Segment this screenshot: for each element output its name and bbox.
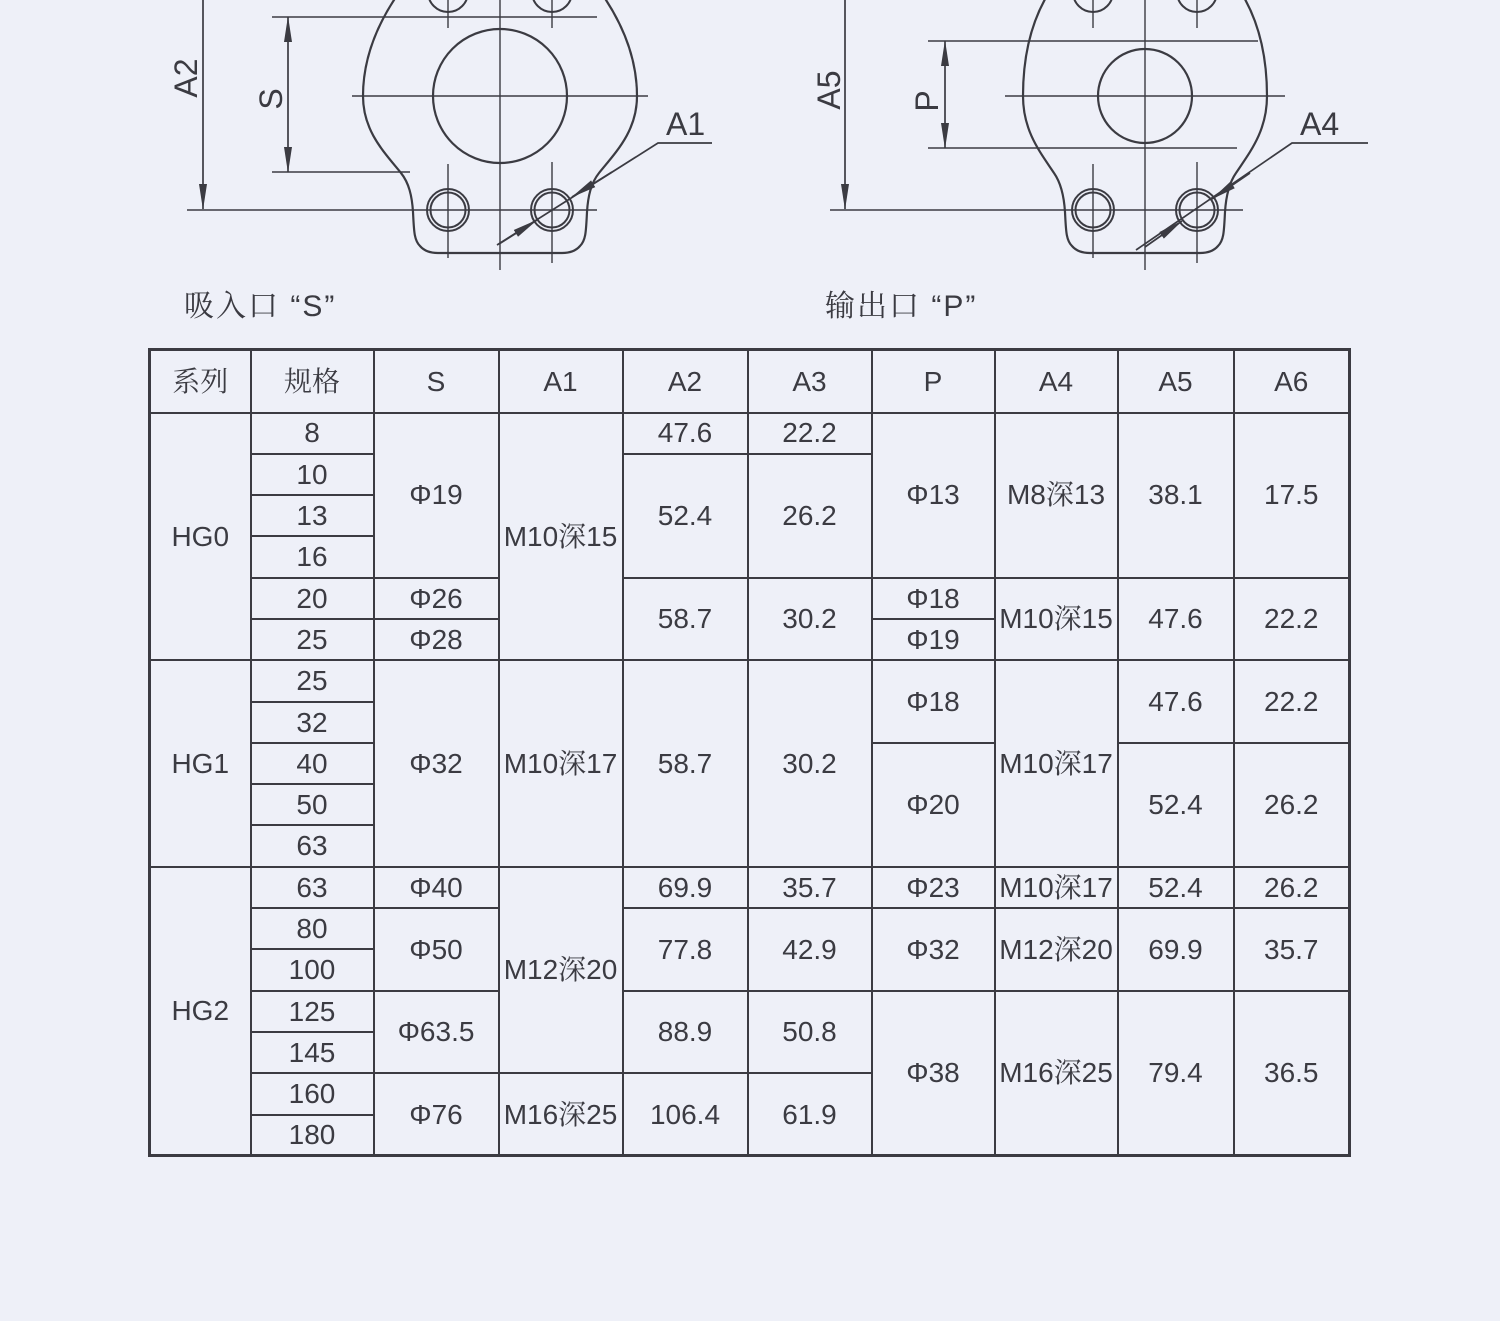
a5-cell: 47.6 <box>1118 578 1234 661</box>
table-row <box>150 908 1350 949</box>
series-cell: HG2 <box>150 867 251 1156</box>
dimension-table <box>148 348 1351 1157</box>
callout-leader-a1 <box>497 143 712 245</box>
spec-cell: 160 <box>251 1073 374 1114</box>
a3-cell: 61.9 <box>748 1073 872 1156</box>
a4-cell: M10深15 <box>995 578 1118 661</box>
dim-label-p: P <box>909 90 945 112</box>
p-cell: Φ38 <box>872 991 995 1156</box>
dim-label-a2: A2 <box>168 58 204 98</box>
a3-cell: 22.2 <box>748 413 872 454</box>
p-cell: Φ32 <box>872 908 995 991</box>
extension-lines <box>928 41 1258 148</box>
spec-cell: 180 <box>251 1115 374 1156</box>
col-header-a5: A5 <box>1118 350 1234 413</box>
s-cell: Φ28 <box>374 619 499 660</box>
centerlines <box>187 0 648 270</box>
a6-cell: 22.2 <box>1234 578 1350 661</box>
table-row <box>150 660 1350 701</box>
s-cell: Φ26 <box>374 578 499 619</box>
col-header-a1: A1 <box>499 350 623 413</box>
a3-cell: 30.2 <box>748 660 872 866</box>
s-cell: Φ40 <box>374 867 499 908</box>
table-row <box>150 578 1350 619</box>
a6-cell: 36.5 <box>1234 991 1350 1156</box>
spec-cell: 80 <box>251 908 374 949</box>
a5-cell: 52.4 <box>1118 743 1234 867</box>
a6-cell: 26.2 <box>1234 867 1350 908</box>
spec-cell: 40 <box>251 743 374 784</box>
spec-cell: 25 <box>251 660 374 701</box>
a5-cell: 47.6 <box>1118 660 1234 743</box>
a2-cell: 106.4 <box>623 1073 748 1156</box>
a3-cell: 26.2 <box>748 454 872 578</box>
a6-cell: 26.2 <box>1234 743 1350 867</box>
p-cell: Φ13 <box>872 413 995 578</box>
p-cell: Φ18 <box>872 578 995 619</box>
extension-lines <box>272 17 597 172</box>
header-row <box>150 350 1350 413</box>
callout-label-a1: A1 <box>666 106 706 142</box>
table-row <box>150 413 1350 454</box>
col-header-p: P <box>872 350 995 413</box>
p-cell: Φ19 <box>872 619 995 660</box>
a6-cell: 22.2 <box>1234 660 1350 743</box>
a2-cell: 77.8 <box>623 908 748 991</box>
a3-cell: 35.7 <box>748 867 872 908</box>
series-cell: HG1 <box>150 660 251 866</box>
spec-cell: 32 <box>251 702 374 743</box>
callout-label-a4: A4 <box>1300 106 1340 142</box>
suction-port-drawing <box>168 0 712 270</box>
a2-cell: 69.9 <box>623 867 748 908</box>
dim-label-a5: A5 <box>811 70 847 110</box>
a1-cell: M10深17 <box>499 660 623 866</box>
suction-port-caption: 吸入口 “S” <box>184 290 337 323</box>
a1-cell: M16深25 <box>499 1073 623 1156</box>
spec-cell: 145 <box>251 1032 374 1073</box>
series-cell: HG0 <box>150 413 251 661</box>
table-row <box>150 867 1350 908</box>
a5-cell: 69.9 <box>1118 908 1234 991</box>
a2-cell: 88.9 <box>623 991 748 1074</box>
a6-cell: 17.5 <box>1234 413 1350 578</box>
a5-cell: 38.1 <box>1118 413 1234 578</box>
p-cell: Φ20 <box>872 743 995 867</box>
a1-cell: M12深20 <box>499 867 623 1073</box>
s-cell: Φ32 <box>374 660 499 866</box>
output-port-caption: 输出口 “P” <box>825 290 978 323</box>
col-header-a3: A3 <box>748 350 872 413</box>
s-cell: Φ50 <box>374 908 499 991</box>
col-header-series: 系列 <box>150 350 251 413</box>
a4-cell: M10深17 <box>995 660 1118 866</box>
table-row <box>150 991 1350 1032</box>
p-cell: Φ18 <box>872 660 995 743</box>
a3-cell: 50.8 <box>748 991 872 1074</box>
col-header-a4: A4 <box>995 350 1118 413</box>
spec-cell: 25 <box>251 619 374 660</box>
a3-cell: 30.2 <box>748 578 872 661</box>
spec-cell: 100 <box>251 949 374 990</box>
spec-cell: 125 <box>251 991 374 1032</box>
a2-cell: 52.4 <box>623 454 748 578</box>
spec-cell: 20 <box>251 578 374 619</box>
p-cell: Φ23 <box>872 867 995 908</box>
a2-cell: 58.7 <box>623 578 748 661</box>
a4-cell: M10深17 <box>995 867 1118 908</box>
s-cell: Φ63.5 <box>374 991 499 1074</box>
spec-cell: 16 <box>251 536 374 577</box>
dim-label-s: S <box>253 88 289 110</box>
col-header-a6: A6 <box>1234 350 1350 413</box>
a4-cell: M16深25 <box>995 991 1118 1156</box>
spec-cell: 63 <box>251 867 374 908</box>
a2-cell: 58.7 <box>623 660 748 866</box>
a1-cell: M10深15 <box>499 413 623 661</box>
col-header-s: S <box>374 350 499 413</box>
spec-cell: 10 <box>251 454 374 495</box>
a5-cell: 52.4 <box>1118 867 1234 908</box>
spec-cell: 50 <box>251 784 374 825</box>
a2-cell: 47.6 <box>623 413 748 454</box>
spec-cell: 13 <box>251 495 374 536</box>
spec-cell: 63 <box>251 825 374 866</box>
output-port-drawing <box>811 0 1368 270</box>
a4-cell: M8深13 <box>995 413 1118 578</box>
s-cell: Φ19 <box>374 413 499 578</box>
a5-cell: 79.4 <box>1118 991 1234 1156</box>
col-header-a2: A2 <box>623 350 748 413</box>
a3-cell: 42.9 <box>748 908 872 991</box>
callout-leader-a4 <box>1136 143 1368 250</box>
a4-cell: M12深20 <box>995 908 1118 991</box>
s-cell: Φ76 <box>374 1073 499 1156</box>
spec-cell: 8 <box>251 413 374 454</box>
a6-cell: 35.7 <box>1234 908 1350 991</box>
col-header-spec: 规格 <box>251 350 374 413</box>
